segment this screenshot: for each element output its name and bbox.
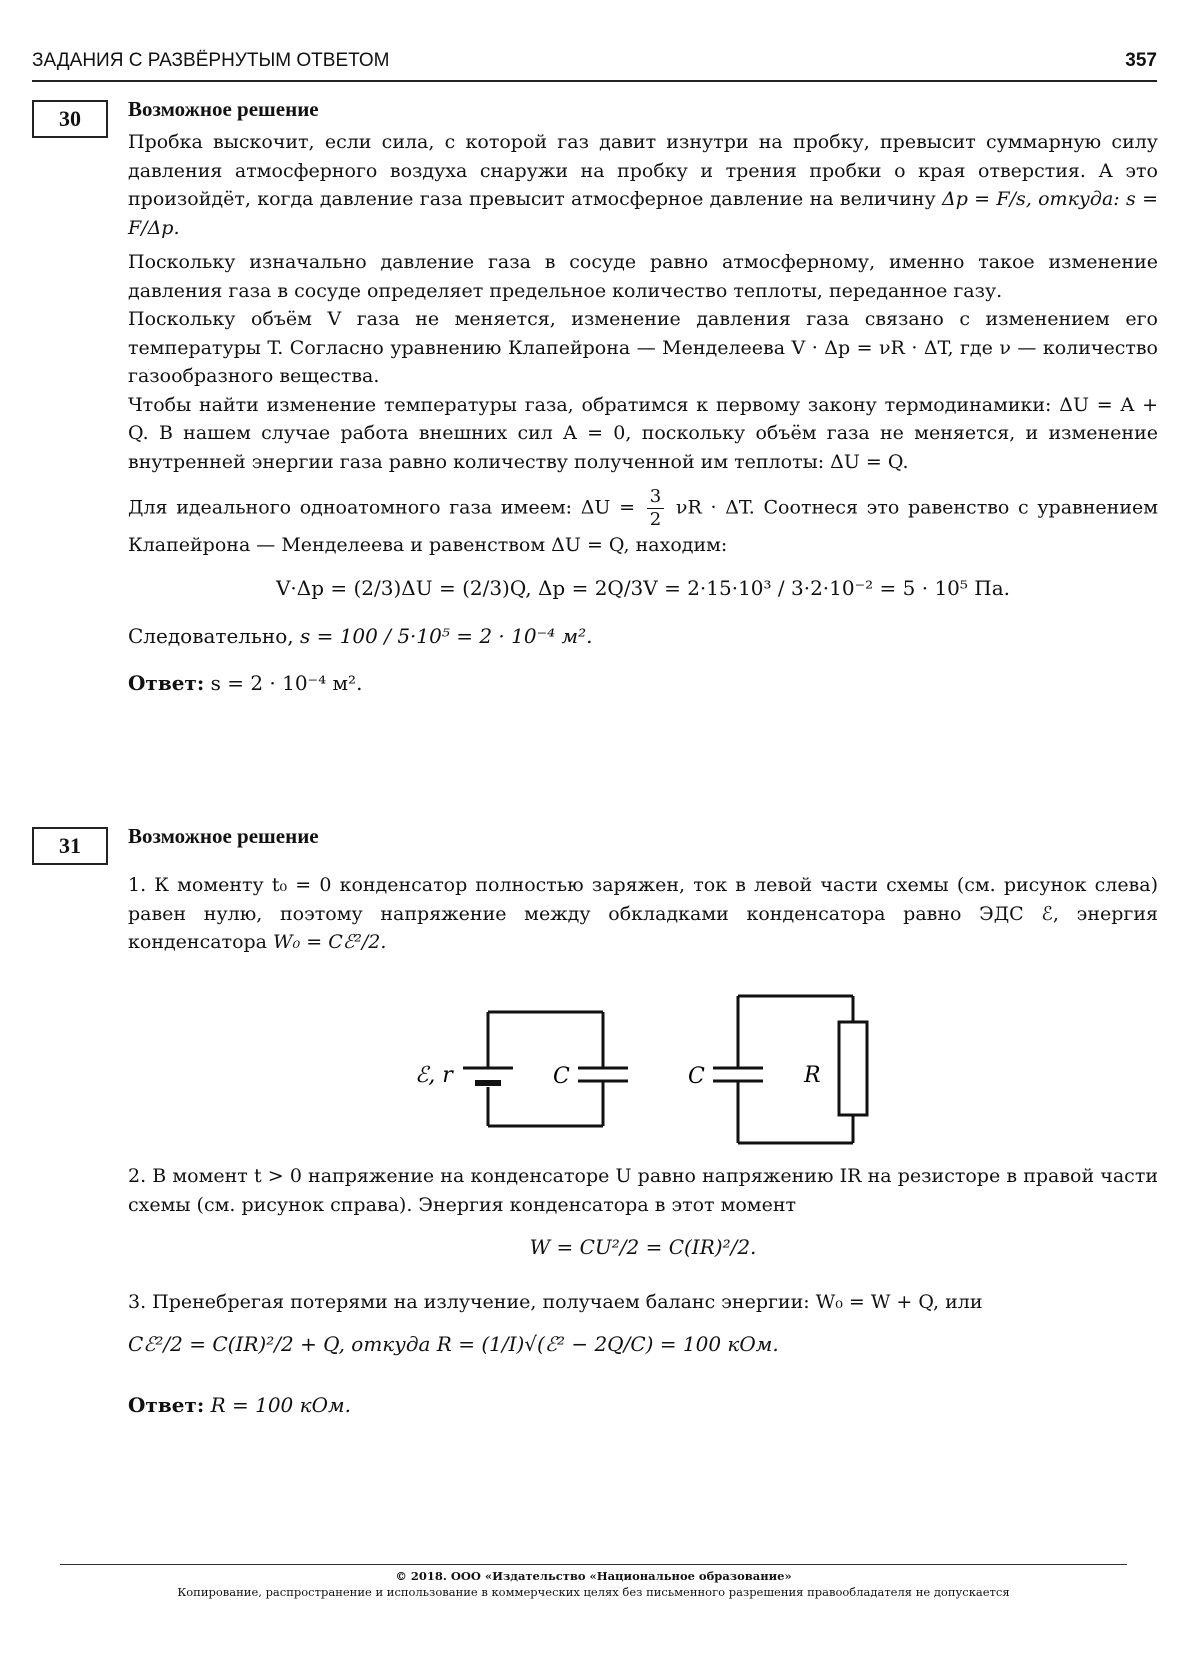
task31-p2: 2. В момент t > 0 напряжение на конденсаторе U равно напряжению IR на резисторе в правой части схемы (см. рисунок справа). Энергия конденсатора в этот момент	[128, 1165, 1158, 1216]
task30-answer: s = 2 · 10⁻⁴ м².	[210, 670, 363, 695]
section-title: ЗАДАНИЯ С РАЗВЁРНУТЫМ ОТВЕТОМ	[32, 50, 390, 71]
copyright-footer	[60, 1564, 1127, 1600]
task30-p3: Поскольку объём V газа не меняется, изменение давления газа связано с изменением его температуры T. Согласно уравнению Клапейрона — Менделеева V · Δp = νR · ΔT, где ν — количество газообразного вещества.	[128, 308, 1158, 387]
label-c-left: C	[553, 1064, 570, 1089]
task30-p1: Пробка выскочит, если сила, с которой газ давит изнутри на пробку, превысит суммарную силу давления атмосферного воздуха снаружи на пробку и трения пробки о края отверстия. А это произойдёт, когда давление газа превысит атмосферное давление на величину	[128, 131, 1158, 210]
task31-eq-w: W = CU²/2 = C(IR)²/2.	[529, 1235, 757, 1259]
task30-eq2-label: Следовательно,	[128, 624, 294, 648]
task30-p5a: Для идеального одноатомного газа имеем: ΔU =	[128, 496, 636, 519]
task31-answer: R = 100 кОм.	[210, 1392, 351, 1417]
task30-p2: Поскольку изначально давление газа в сосуде равно атмосферному, именно такое изменение давления газа в сосуде определяет предельное количество теплоты, переданное газу.	[128, 251, 1158, 302]
task-number-31: 31	[32, 827, 108, 865]
fraction-3-2: $\frac{3}{2}$	[647, 486, 664, 531]
task30-answer-label: Ответ:	[128, 670, 205, 695]
task-number-30: 30	[32, 100, 108, 138]
circuit-right	[713, 996, 867, 1143]
task30-p4: Чтобы найти изменение температуры газа, обратимся к первому закону термодинамики: ΔU = A + Q. В нашем случае работа внешних сил A = 0, поскольку объём газа не меняется, и изменение внутренней энергии газа равно количеству полученной им теплоты: ΔU = Q.	[128, 393, 1158, 473]
task31-p1: 1. К моменту t₀ = 0 конденсатор полностью заряжен, ток в левой части схемы (см. рисунок слева) равен нулю, поэтому напряжение между обкладками конденсатора равно ЭДС ℰ, энергия конденсатора	[128, 874, 1158, 953]
task31-p3: 3. Пренебрегая потерями на излучение, получаем баланс энергии: W₀ = W + Q, или	[128, 1290, 983, 1313]
footer-line1: © 2018. ООО «Издательство «Национальное образование»	[395, 1569, 792, 1583]
task30-p5b: νR · ΔT. Соотнеся это равенство с уравнением Клапейрона — Менделеева и равенством ΔU = Q, находим:	[128, 496, 1159, 556]
task30-eq2: s = 100 / 5·10⁵ = 2 · 10⁻⁴ м².	[299, 624, 593, 648]
task30-p1-eq: Δp = F/s, откуда: s = F/Δp.	[128, 188, 1159, 239]
footer-line2: Копирование, распространение и использование в коммерческих целях без письменного разрешения правообладателя не допускается	[177, 1585, 1010, 1599]
task31-answer-label: Ответ:	[128, 1392, 205, 1417]
task31-p1-eq: W₀ = Cℰ²/2.	[273, 931, 387, 953]
task30-eq1: V·Δp = (2/3)ΔU = (2/3)Q, Δp = 2Q/3V = 2·15·10³ / 3·2·10⁻² = 5 · 10⁵ Па.	[275, 575, 1011, 600]
task31-eq-r: Cℰ²/2 = C(IR)²/2 + Q, откуда R = (1/I)√(ℰ² − 2Q/C) = 100 кОм.	[128, 1332, 779, 1356]
label-emf: ℰ, r	[415, 1063, 453, 1088]
task31-heading: Возможное решение	[128, 824, 319, 848]
label-c-right: C	[688, 1064, 705, 1089]
task31-solution-cont	[128, 1162, 1158, 1419]
page-number: 357	[1125, 50, 1157, 71]
label-r: R	[804, 1063, 821, 1088]
task30-heading: Возможное решение	[128, 97, 319, 121]
circuit-left	[463, 1012, 628, 1126]
